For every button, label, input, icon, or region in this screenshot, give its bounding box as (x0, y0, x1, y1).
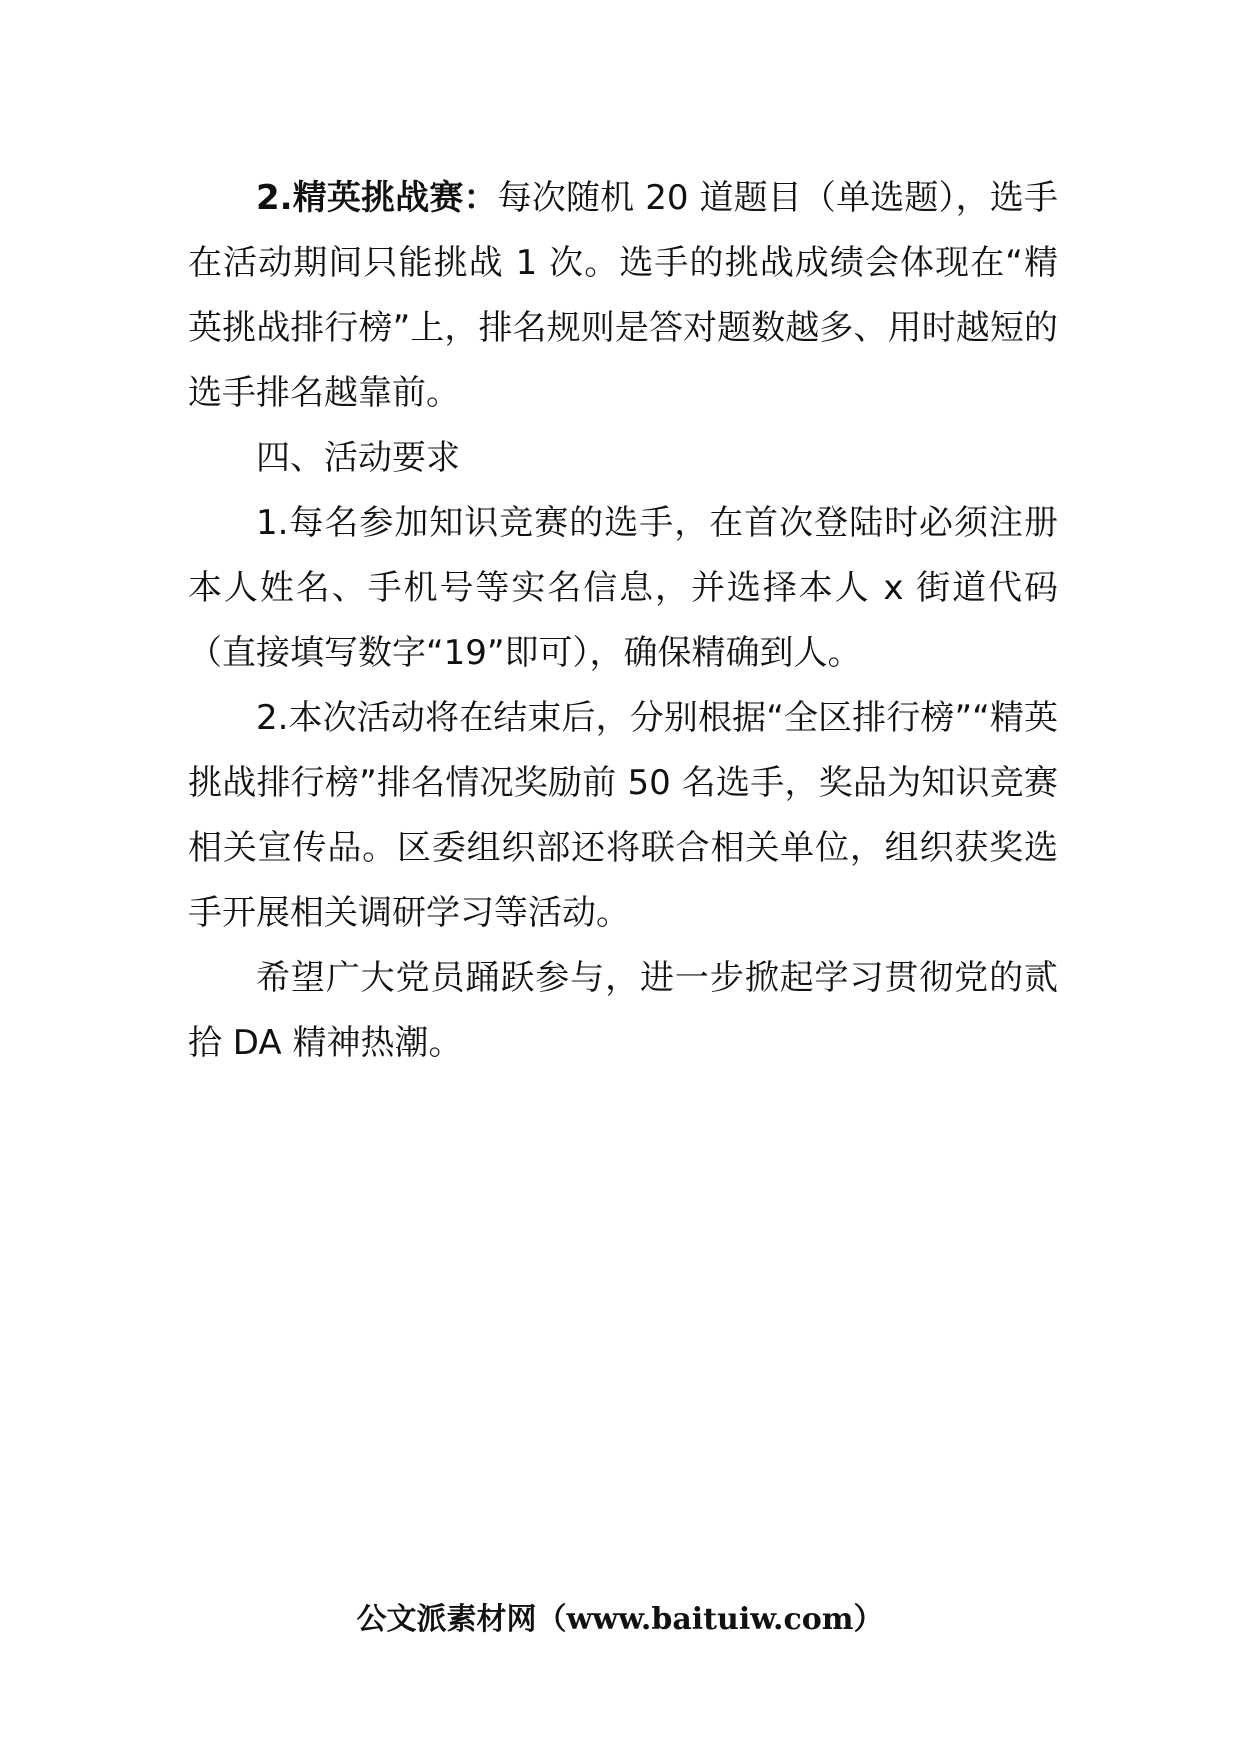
paragraph-closing (188, 946, 1058, 1076)
paragraph-text-elite-challenge: 每次随机 20 道题目（单选题），选手在活动期间只能挑战 1 次。选手的挑战成绩会体现在“精英挑战排行榜”上，排名规则是答对题数越多、用时越短的选手排名越靠前。 (188, 178, 1058, 413)
section-heading-requirements (188, 426, 1058, 491)
paragraph-elite-challenge (188, 166, 1058, 426)
paragraph-requirement-1 (188, 491, 1058, 686)
paragraph-lead-elite-challenge: 2.精英挑战赛： (256, 178, 498, 218)
section-heading-text: 四、活动要求 (256, 438, 460, 478)
document-body (188, 166, 1058, 1076)
footer-watermark: 公文派素材网（www.baituiw.com） (356, 1602, 884, 1637)
paragraph-text-requirement-1: 1.每名参加知识竞赛的选手，在首次登陆时必须注册本人姓名、手机号等实名信息，并选择本人 x 街道代码（直接填写数字“19”即可），确保精确到人。 (188, 503, 1058, 673)
paragraph-text-requirement-2: 2.本次活动将在结束后，分别根据“全区排行榜”“精英挑战排行榜”排名情况奖励前 50 名选手，奖品为知识竞赛相关宣传品。区委组织部还将联合相关单位，组织获奖选手开展相关调研学习等活动。 (188, 698, 1058, 933)
paragraph-requirement-2 (188, 686, 1058, 946)
paragraph-text-closing: 希望广大党员踊跃参与，进一步掀起学习贯彻党的贰拾 DA 精神热潮。 (188, 958, 1058, 1063)
